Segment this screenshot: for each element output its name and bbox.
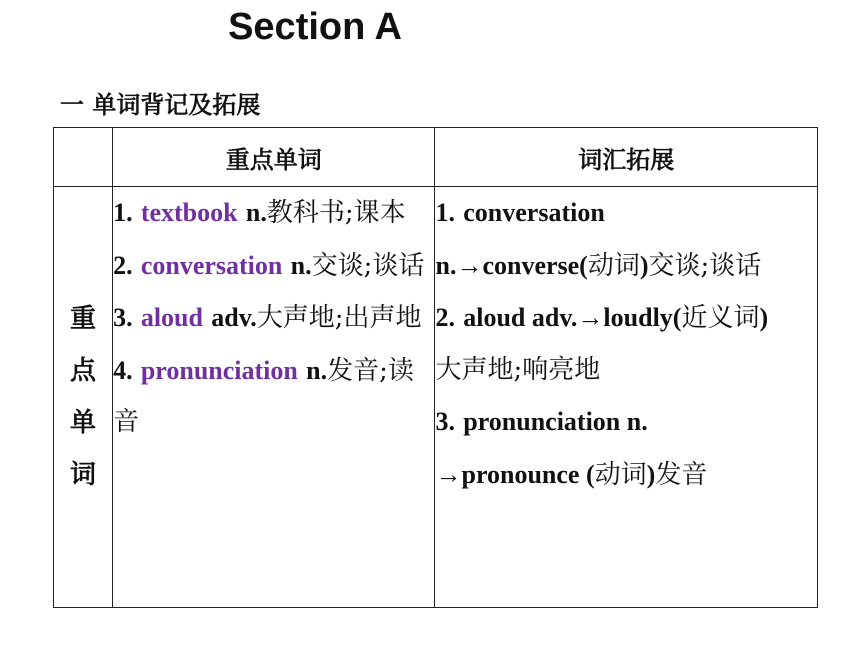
part-of-speech: n. [306, 355, 328, 385]
key-word: textbook [140, 198, 238, 227]
extension-entry [435, 292, 817, 396]
extension-derivation: →pronounce ( [435, 459, 595, 489]
extension-derivation: n.→converse( [435, 250, 588, 280]
entry-number: 4. [113, 355, 133, 385]
vocabulary-table [53, 127, 818, 608]
side-char: 单 [70, 408, 97, 438]
extension-head: aloud adv.→loudly( [463, 303, 682, 332]
key-word-entry [113, 240, 434, 293]
header-corner [54, 128, 113, 187]
entry-number: 2. [435, 303, 455, 332]
key-word: pronunciation [140, 355, 298, 385]
part-of-speech: adv. [211, 303, 257, 332]
extension-head: pronunciation n. [463, 407, 648, 436]
table-header-row [54, 128, 818, 187]
extension-derivation-end: ) [639, 250, 649, 280]
side-char: 点 [70, 356, 97, 386]
page-title: Section A [228, 6, 402, 48]
extension-meaning: 发音 [655, 459, 708, 490]
extension-entry [435, 187, 817, 292]
extension-entry [435, 396, 817, 501]
part-of-speech: n. [290, 250, 312, 280]
extension-cell [435, 187, 818, 608]
word-meaning: 交谈;谈话 [311, 250, 425, 281]
entry-number: 1. [113, 198, 133, 227]
side-char: 词 [70, 460, 97, 490]
header-key-words: 重点单词 [113, 128, 435, 187]
entry-number: 1. [435, 198, 455, 227]
side-char: 重 [70, 304, 97, 334]
extension-head: conversation [463, 198, 605, 227]
section-subtitle: 一 单词背记及拓展 [60, 91, 261, 119]
key-words-cell [113, 187, 435, 608]
entry-number: 2. [113, 250, 133, 280]
key-word: aloud [140, 303, 203, 332]
word-meaning: 教科书;课本 [266, 198, 406, 228]
extension-meaning: 大声地;响亮地 [435, 354, 601, 385]
key-word-entry [113, 187, 434, 240]
extension-note: 近义词 [681, 303, 760, 333]
extension-head-end: ) [759, 303, 769, 332]
header-word-extension: 词汇拓展 [435, 128, 818, 187]
side-label [54, 187, 113, 608]
extension-note: 动词 [587, 250, 640, 281]
key-word-entry [113, 345, 434, 449]
extension-note: 动词 [594, 459, 647, 490]
table-body-row [54, 187, 818, 608]
entry-number: 3. [435, 407, 455, 436]
word-meaning: 大声地;出声地 [256, 303, 422, 333]
extension-derivation-end: ) [646, 459, 656, 489]
word-meaning: 发音;读音 [113, 355, 414, 437]
key-word: conversation [140, 250, 283, 280]
extension-meaning: 交谈;谈话 [648, 250, 762, 281]
key-word-entry [113, 292, 434, 345]
part-of-speech: n. [245, 198, 267, 227]
entry-number: 3. [113, 303, 133, 332]
